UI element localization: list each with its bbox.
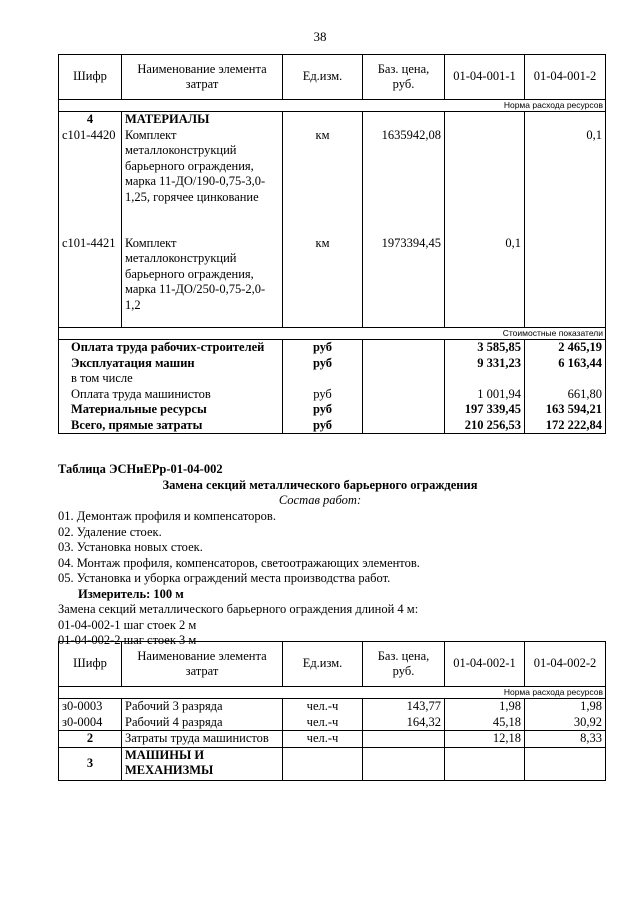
row-code: з0-0003	[59, 699, 122, 715]
cost-value-1: 1 001,94	[445, 387, 525, 403]
header-col-1: 01-04-001-1	[445, 55, 525, 100]
variant-item: 01-04-002-2 шаг стоек 3 м	[58, 633, 197, 647]
row-unit: чел.-ч	[283, 699, 363, 715]
table-header-row	[59, 642, 606, 687]
cost-name: Оплата труда машинистов	[59, 387, 283, 403]
item-name: Комплект металлоконструкций барьерного ограждения, марка 11-ДО/190-0,75-3,0-1,25, горячее цинкование	[122, 128, 283, 236]
header-price: Баз. цена, руб.	[363, 642, 445, 687]
row-price: 164,32	[363, 715, 445, 731]
cost-value-2: 6 163,44	[525, 356, 606, 372]
item-code: с101-4421	[59, 236, 122, 328]
cost-unit: руб	[283, 402, 363, 418]
cost-value-2: 2 465,19	[525, 340, 606, 356]
row-value-2: 30,92	[525, 715, 606, 731]
header-unit: Ед.изм.	[283, 642, 363, 687]
header-col-1: 01-04-002-1	[445, 642, 525, 687]
cost-name: Эксплуатация машин	[59, 356, 283, 372]
cost-unit: руб	[283, 387, 363, 403]
item-unit: км	[283, 128, 363, 236]
header-code: Шифр	[59, 642, 122, 687]
cost-value-1: 3 585,85	[445, 340, 525, 356]
cost-value-2: 172 222,84	[525, 418, 606, 434]
row-value-1: 12,18	[445, 731, 525, 748]
row-code: з0-0004	[59, 715, 122, 731]
cost-row	[59, 356, 606, 372]
item-value-1: 0,1	[445, 236, 525, 328]
item-price: 1973394,45	[363, 236, 445, 328]
cost-name: в том числе	[59, 371, 283, 387]
cost-unit: руб	[283, 356, 363, 372]
item-value-2: 0,1	[525, 128, 606, 236]
cost-label: Стоимостные показатели	[59, 328, 606, 340]
cost-name: Всего, прямые затраты	[59, 418, 283, 434]
description: Замена секций металлического барьерного ограждения длиной 4 м:	[58, 602, 419, 616]
row-name: МАШИНЫ И МЕХАНИЗМЫ	[122, 747, 283, 780]
row-price	[363, 731, 445, 748]
resource-table-2	[58, 641, 606, 781]
section-title: МАТЕРИАЛЫ	[122, 112, 283, 128]
header-price: Баз. цена, руб.	[363, 55, 445, 100]
list-item: 05. Установка и уборка ограждений места производства работ.	[58, 571, 391, 585]
header-code: Шифр	[59, 55, 122, 100]
header-col-2: 01-04-001-2	[525, 55, 606, 100]
section-heading: Замена секций металлического барьерного ограждения	[162, 478, 478, 492]
composition-label: Состав работ:	[278, 493, 362, 507]
header-name: Наименование элемента затрат	[122, 642, 283, 687]
row-name: Затраты труда машинистов	[122, 731, 283, 748]
list-item: 02. Удаление стоек.	[58, 524, 162, 539]
row-unit: чел.-ч	[283, 715, 363, 731]
table-row	[59, 731, 606, 748]
item-unit: км	[283, 236, 363, 328]
table-row	[59, 236, 606, 328]
variant-item: 01-04-002-1 шаг стоек 2 м	[58, 617, 197, 632]
item-name: Комплект металлоконструкций барьерного ограждения, марка 11-ДО/250-0,75-2,0-1,2	[122, 236, 283, 328]
cost-value-1: 9 331,23	[445, 356, 525, 372]
page-number: 38	[313, 29, 327, 44]
cost-row	[59, 340, 606, 356]
table-caption: Таблица ЭСНиЕРр-01-04-002	[58, 462, 223, 476]
cost-value-1: 197 339,45	[445, 402, 525, 418]
row-name: Рабочий 4 разряда	[122, 715, 283, 731]
work-steps-list	[58, 509, 618, 649]
norm-label: Норма расхода ресурсов	[59, 687, 606, 699]
cost-row	[59, 402, 606, 418]
cost-row	[59, 371, 606, 387]
cost-row	[59, 387, 606, 403]
resource-table-1	[58, 54, 606, 434]
list-item: 04. Монтаж профиля, компенсаторов, светоотражающих элементов.	[58, 555, 420, 570]
row-code: 3	[59, 747, 122, 780]
table-header-row	[59, 55, 606, 100]
section-code: 4	[59, 112, 122, 128]
row-price: 143,77	[363, 699, 445, 715]
table-row	[59, 747, 606, 780]
item-value-2	[525, 236, 606, 328]
table-row	[59, 715, 606, 731]
measure-unit: Измеритель: 100 м	[78, 586, 184, 601]
row-value-2: 8,33	[525, 731, 606, 748]
cost-value-2: 661,80	[525, 387, 606, 403]
list-item: 03. Установка новых стоек.	[58, 540, 203, 554]
section-row	[59, 112, 606, 128]
header-name: Наименование элемента затрат	[122, 55, 283, 100]
row-value-1: 45,18	[445, 715, 525, 731]
row-value-2: 1,98	[525, 699, 606, 715]
item-price: 1635942,08	[363, 128, 445, 236]
cost-row	[59, 418, 606, 434]
header-unit: Ед.изм.	[283, 55, 363, 100]
cost-unit: руб	[283, 418, 363, 434]
table-row	[59, 699, 606, 715]
cost-name: Оплата труда рабочих-строителей	[59, 340, 283, 356]
row-unit: чел.-ч	[283, 731, 363, 748]
header-col-2: 01-04-002-2	[525, 642, 606, 687]
item-code: с101-4420	[59, 128, 122, 236]
cost-unit: руб	[283, 340, 363, 356]
norm-label: Норма расхода ресурсов	[59, 100, 606, 112]
cost-value-2: 163 594,21	[525, 402, 606, 418]
list-item: 01. Демонтаж профиля и компенсаторов.	[58, 509, 276, 523]
cost-name: Материальные ресурсы	[59, 402, 283, 418]
table-row	[59, 128, 606, 236]
item-value-1	[445, 128, 525, 236]
row-value-1: 1,98	[445, 699, 525, 715]
row-name: Рабочий 3 разряда	[122, 699, 283, 715]
row-code: 2	[59, 731, 122, 748]
cost-value-1: 210 256,53	[445, 418, 525, 434]
